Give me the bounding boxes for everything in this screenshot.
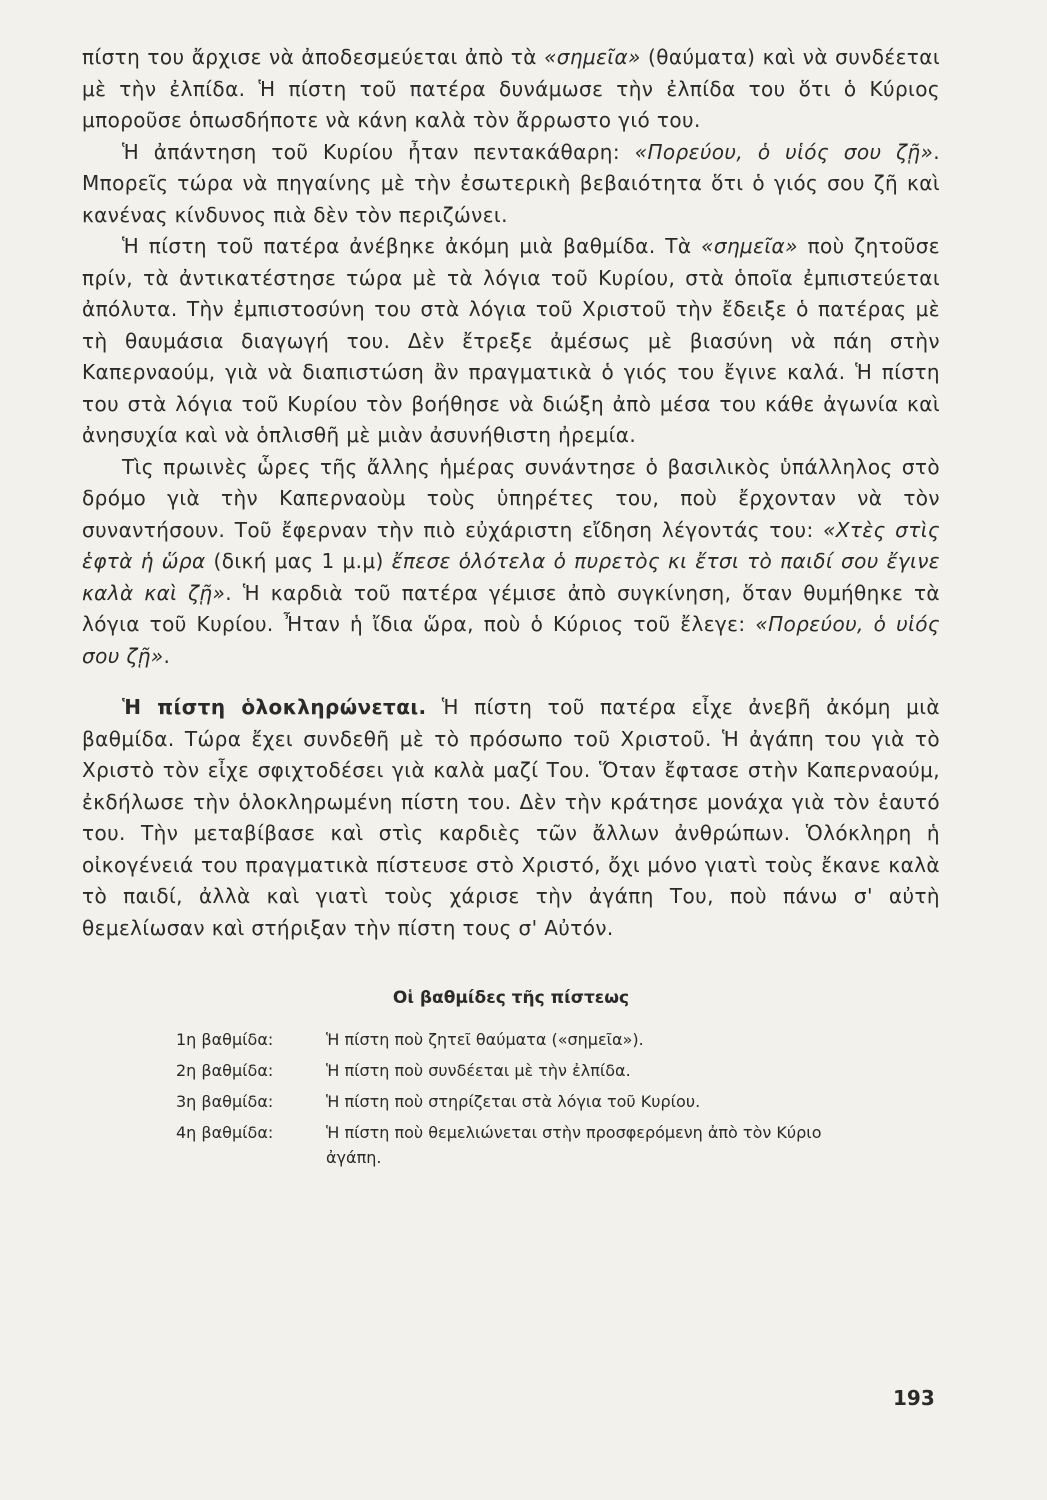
level-label: 2η βαθμίδα: [176,1061,274,1080]
text-run: (θαύματα) καὶ νὰ συνδέεται μὲ τὴν ἐλπίδα. Ἡ πίστη τοῦ πατέρα δυνάμωσε τὴν ἐλπίδα του ὅτι ὁ Κύριος μποροῦσε ὁπωσδήποτε νὰ κάνη καλὰ τὸν ἄρρωστο γιό του. [82,45,940,132]
text-run: Ἡ ἀπάντηση τοῦ Κυρίου ἦταν πεντακάθαρη: [122,139,635,164]
text-run: Τὶς πρωινὲς ὧρες τῆς ἄλλης ἡμέρας συνάντησε ὁ βασιλικὸς ὑπάλληλος στὸ δρόμο γιὰ τὴν Καπερναοὺμ τοὺς ὑπηρέτες του, ποὺ ἔρχονταν νὰ τὸν συναντήσουν. Τοῦ ἔφερναν τὴν πιὸ εὐχάριστη εἴδηση λέγοντάς του: [82,454,940,542]
list-item [176,1086,866,1117]
text-run: ποὺ ζητοῦσε πρίν, τὰ ἀντικατέστησε τώρα μὲ τὰ λόγια τοῦ Κυρίου, στὰ ὁποῖα ἐμπιστεύεται ἀπόλυτα. Τὴν ἐμπιστοσύνη του στὰ λόγια τοῦ Χριστοῦ τὴν ἔδειξε ὁ πατέρας μὲ τὴ θαυμάσια διαγωγή του. Δὲν ἔτρεξε ἀμέσως μὲ βιασύνη νὰ πάη στὴν Καπερναούμ, γιὰ νὰ διαπιστώση ἂν πραγματικὰ ὁ γιός του ἔγινε καλά. Ἡ πίστη του στὰ λόγια τοῦ Κυρίου τὸν βοήθησε νὰ διώξη ἀπὸ μέσα του κάθε ἀγωνία καὶ ἀνησυχία καὶ νὰ ὁπλισθῆ μὲ μιὰν ἀσυνήθιστη ἠρεμία. [82,234,940,447]
text-run: . [163,643,171,668]
text-body [82,42,940,944]
italic-run: «Πορεύου, ὁ υἱός σου ζῇ» [82,612,941,668]
level-text: Ἡ πίστη ποὺ στηρίζεται στὰ λόγια τοῦ Κυρίου. [326,1092,701,1111]
italic-run: «Χτὲς στὶς ἑφτὰ ἡ ὥρα [82,517,940,573]
italic-run: ἔπεσε ὁλότελα ὁ πυρετὸς κι ἔτσι τὸ παιδί σου ἔγινε καλὰ καὶ ζῇ» [82,549,940,605]
level-text: Ἡ πίστη ποὺ ζητεῖ θαύματα («σημεῖα»). [326,1030,644,1049]
paragraph [82,137,940,232]
level-label: 3η βαθμίδα: [176,1092,274,1111]
text-run: . Μπορεῖς τώρα νὰ πηγαίνης μὲ τὴν ἐσωτερικὴ βεβαιότητα ὅτι ὁ γιός σου ζῆ καὶ κανένας κίνδυνος πιὰ δὲν τὸν περιζώνει. [82,139,941,227]
page-number: 193 [893,1386,935,1410]
italic-run: «σημεῖα» [701,234,798,258]
paragraph [82,452,940,673]
section-heading-inline: Ἡ πίστη ὁλοκληρώνεται. [122,695,427,719]
italic-run: «Πορεύου, ὁ υἱός σου ζῇ» [634,139,934,164]
text-run: . Ἡ καρδιὰ τοῦ πατέρα γέμισε ἀπὸ συγκίνηση, ὅταν θυμήθηκε τὰ λόγια τοῦ Κυρίου. Ἦταν ἡ ἴδια ὥρα, ποὺ ὁ Κύριος τοῦ ἔλεγε: [82,580,940,636]
page-body [82,42,940,1173]
level-label: 4η βαθμίδα: [176,1123,274,1142]
list-item [176,1024,866,1055]
level-label: 1η βαθμίδα: [176,1030,274,1049]
list-item [176,1055,866,1086]
levels-list [176,1024,866,1173]
level-text: Ἡ πίστη ποὺ θεμελιώνεται στὴν προσφερόμενη ἀπὸ τὸν Κύριο ἀγάπη. [326,1123,822,1167]
text-run: Ἡ πίστη τοῦ πατέρα ἀνέβηκε ἀκόμη μιὰ βαθμίδα. Τὰ [122,234,702,258]
level-text: Ἡ πίστη ποὺ συνδέεται μὲ τὴν ἐλπίδα. [326,1061,631,1080]
paragraph [82,231,940,452]
text-run: Ἡ πίστη τοῦ πατέρα εἶχε ἀνεβῆ ἀκόμη μιὰ βαθμίδα. Τώρα ἔχει συνδεθῆ μὲ τὸ πρόσωπο τοῦ Χριστοῦ. Ἡ ἀγάπη του γιὰ τὸ Χριστὸ τὸν εἶχε σφιχτοδέσει γιὰ καλὰ μαζί Του. Ὅταν ἔφτασε στὴν Καπερναούμ, ἐκδήλωσε τὴν ὁλοκληρωμένη πίστη του. Δὲν τὴν κράτησε μονάχα γιὰ τὸν ἑαυτό του. Τὴν μεταβίβασε καὶ στὶς καρδιὲς τῶν ἄλλων ἀνθρώπων. Ὁλόκληρη ἡ οἰκογένειά του πραγματικὰ πίστευσε στὸ Χριστό, ὄχι μόνο γιατὶ τοὺς ἔκανε καλὰ τὸ παιδί, ἀλλὰ καὶ γιατὶ τοὺς χάρισε τὴν ἀγάπη Του, ποὺ πάνω σ' αὐτὴ θεμελίωσαν καὶ στήριξαν τὴν πίστη τους σ' Αὐτόν. [82,695,941,940]
text-run: πίστη του ἄρχισε νὰ ἀποδεσμεύεται ἀπὸ τὰ [82,45,545,69]
paragraph [82,692,940,944]
italic-run: «σημεῖα» [544,45,641,69]
paragraph [82,42,940,137]
list-item [176,1117,866,1173]
levels-title: Οἱ βαθμίδες τῆς πίστεως [392,988,630,1008]
text-run: (δική μας 1 μ.μ) [205,549,392,573]
